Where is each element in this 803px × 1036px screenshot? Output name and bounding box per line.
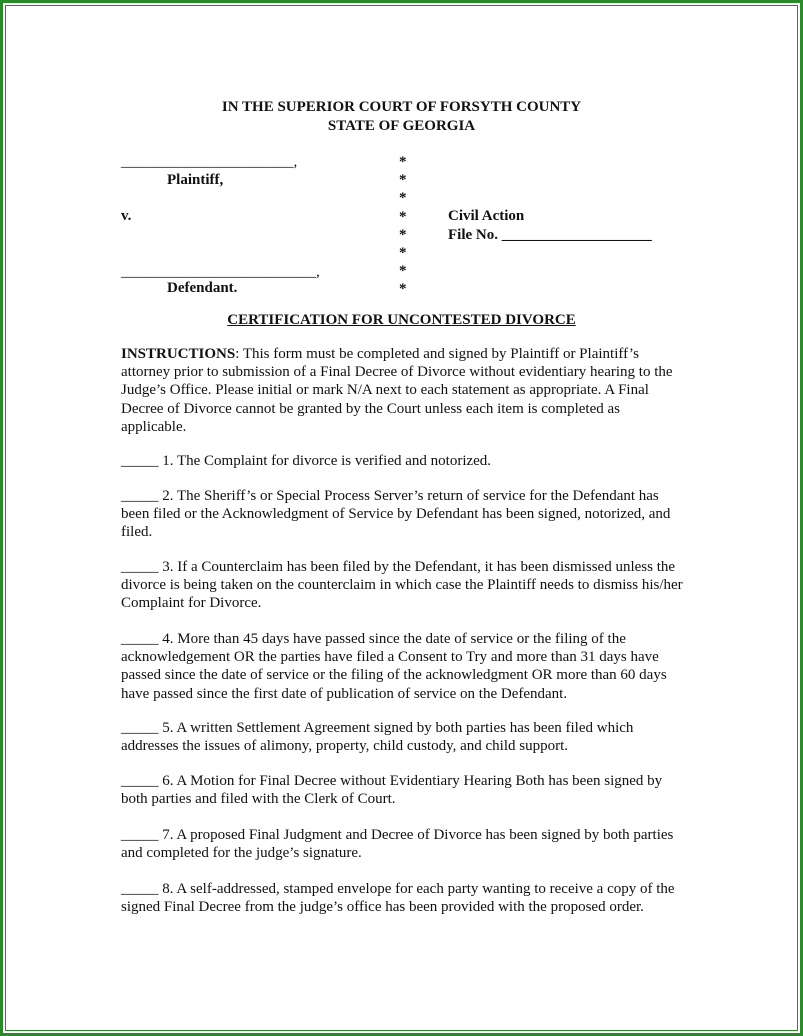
plaintiff-name-blank: _______________________, — [121, 154, 298, 170]
plaintiff-label: Plaintiff, — [167, 172, 224, 188]
asterisk: * — [399, 244, 407, 261]
court-name-line: IN THE SUPERIOR COURT OF FORSYTH COUNTY — [221, 99, 582, 115]
asterisk: * — [399, 154, 407, 170]
checklist-item: _____ 7. A proposed Final Judgment and Decree of Divorce has been signed by both parties and completed for the judge’s signature. — [121, 827, 674, 862]
file-number-field: File No. ____________________ — [448, 227, 652, 243]
state-line: STATE OF GEORGIA — [327, 118, 476, 134]
caption-asterisk-column — [399, 153, 407, 299]
checklist-item: _____ 6. A Motion for Final Decree without Evidentiary Hearing Both has been signed by both parties and filed with the Clerk of Court. — [121, 773, 663, 808]
instructions-text: : This form must be completed and signed by Plaintiff or Plaintiff’s attorney prior to submission of a Final Decree of Divorce without evidentiary hearing to the Judge’s Office. Please initial or mark N/A next to each statement as appropriate. A Final Decree of Divorce cannot be granted by the Court unless each item is completed as applicable. — [121, 346, 673, 435]
asterisk: * — [399, 226, 407, 243]
instructions-lead: INSTRUCTIONS — [121, 346, 236, 362]
asterisk: * — [399, 208, 407, 225]
asterisk: * — [399, 172, 407, 189]
instructions-paragraph — [121, 345, 683, 436]
checklist-item: _____ 2. The Sheriff’s or Special Process Server’s return of service for the Defendant has been filed or the Acknowledgment of Service by Defendant has been signed, notorized, and filed. — [121, 488, 671, 541]
asterisk: * — [399, 263, 407, 280]
versus-label: v. — [121, 208, 132, 224]
asterisk: * — [399, 190, 407, 207]
document-title: CERTIFICATION FOR UNCONTESTED DIVORCE — [227, 312, 576, 328]
checklist-item: _____ 3. If a Counterclaim has been filed by the Defendant, it has been dismissed unless the divorce is being taken on the counterclaim in which case the Plaintiff needs to dismiss his/her Complaint for Divorce. — [121, 559, 683, 612]
checklist-item: _____ 1. The Complaint for divorce is verified and notorized. — [121, 453, 492, 469]
asterisk: * — [399, 281, 407, 298]
checklist-item: _____ 5. A written Settlement Agreement signed by both parties has been filed which addresses the issues of alimony, property, child custody, and child support. — [121, 720, 634, 755]
checklist-item: _____ 4. More than 45 days have passed since the date of service or the filing of the acknowledgement OR the parties have filed a Consent to Try and more than 31 days have passed since the date of service or the filing of the acknowledgment OR more than 60 days have passed since the first date of publication of service on the Defendant. — [121, 631, 667, 702]
checklist-item: _____ 8. A self-addressed, stamped envelope for each party wanting to receive a copy of the signed Final Decree from the judge’s office has been provided with the proposed order. — [121, 881, 675, 916]
defendant-label: Defendant. — [167, 280, 238, 296]
civil-action-label: Civil Action — [448, 208, 525, 224]
defendant-name-blank: __________________________, — [121, 264, 320, 280]
